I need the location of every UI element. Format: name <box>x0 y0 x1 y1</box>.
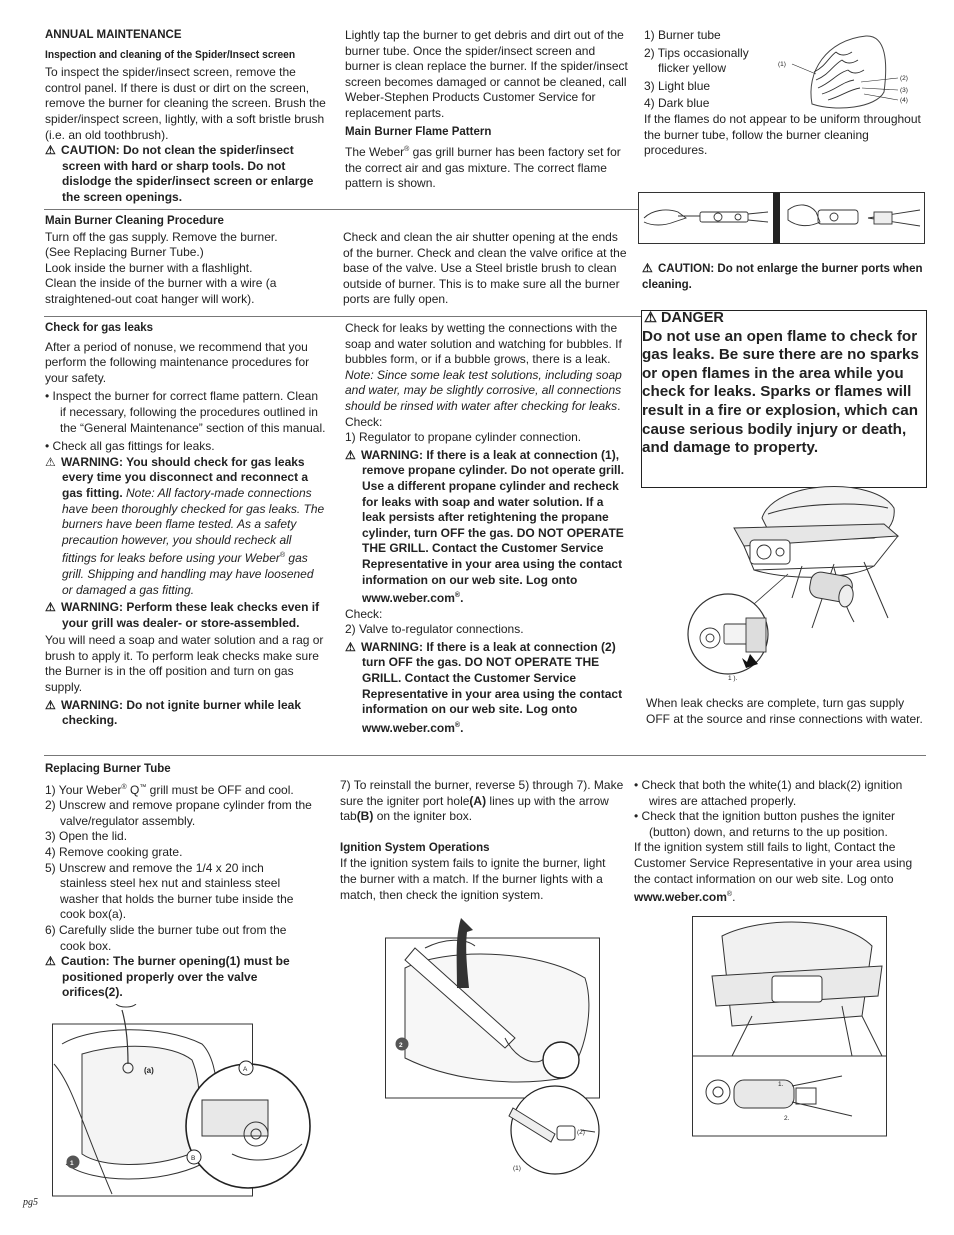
cleaning-line: Clean the inside of the burner with a wire (a straightened-out coat hanger will work). <box>45 276 277 306</box>
cleaning-heading: Main Burner Cleaning Procedure <box>45 215 224 227</box>
warning-triangle-icon: ⚠ <box>45 143 56 158</box>
paragraph: Check and clean the air shutter opening at the ends of the burner. Check and clean the valve orifice at the base of the valve. Use a Steel bristle brush to clean outside of burner. This is to make sure all the burner ports are fully open. <box>343 230 627 307</box>
paragraph: Lightly tap the burner to get debris and dirt out of the burner tube. Once the spider/insect screen and burner is clean replace the burner. If the spider/insect screen becomes damaged or cannot be cleaned, call Weber-Stephen Products Customer Service for replacement parts. <box>345 28 628 120</box>
caption: When leak checks are complete, turn gas supply OFF at the source and rinse connections with water. <box>646 696 923 726</box>
caution-note: ⚠ CAUTION: Do not enlarge the burner ports when cleaning. <box>642 261 923 291</box>
fig-label: (3) <box>900 87 908 94</box>
legend-item: 1) Burner tube <box>644 28 721 42</box>
warning-note: ⚠ WARNING: Do not ignite burner while leak checking. <box>45 697 302 728</box>
burner-removal-figure-2 <box>385 908 605 1178</box>
legend-item: 4) Dark blue <box>644 96 710 111</box>
danger-body: Do not use an open flame to check for gas leaks. Be sure there are no sparks or open flames in the area while you check for leaks. Sparks or flames will result in a fire or explosion, which can cause serious bodily injury or death, and damage to property. <box>642 327 919 457</box>
warning-triangle-icon: ⚠ <box>345 639 356 654</box>
replacing-burner-section <box>45 762 313 1001</box>
bullet-item: • Check that both the white(1) and black(2) ignition wires are attached properly. <box>634 778 903 808</box>
divider <box>44 755 926 756</box>
warning-note: ⚠ WARNING: If there is a leak at connection (1), remove propane cylinder. Do not operate grill. Use a different propane cylinder and recheck for leaks with soap and water solution. If a leak persists after retightening the propane cylinder, turn OFF the gas. DO NOT OPERATE THE GRILL. Contact the Customer Service Representative in your area using the contact information on our web site. Log onto www.weber.com®. <box>345 447 625 606</box>
cleaning-line: Turn off the gas supply. Remove the burner. <box>45 229 278 244</box>
reinstall-column <box>340 778 625 903</box>
warning-triangle-icon: ⚠ <box>644 310 657 326</box>
fig-label: 1. <box>778 1081 784 1088</box>
warning-triangle-icon: ⚠ <box>642 261 653 275</box>
legend-item: 2) Tips occasionally <box>644 45 749 60</box>
warning-note: ⚠ WARNING: Perform these leak checks even if your grill was dealer- or store-assembled. <box>45 600 320 630</box>
warning-triangle-icon: ⚠ <box>45 600 56 615</box>
burner-ports-caution <box>642 261 927 293</box>
ignition-check-column <box>634 778 922 906</box>
check-label: Check: <box>345 606 383 621</box>
fig-label: (1) <box>778 61 786 68</box>
caution-note: ⚠ CAUTION: Do not clean the spider/insect screen with hard or sharp tools. Do not dislodge the spider/insect screen or enlarge the screen openings. <box>45 143 314 204</box>
step-item: 2) Unscrew and remove propane cylinder from the valve/regulator assembly. <box>45 798 312 828</box>
fig-label: (a) <box>144 1066 154 1075</box>
burner-cleaning-procedure <box>45 214 325 308</box>
warning-triangle-icon: ⚠ <box>45 697 56 712</box>
ignition-wires-figure <box>692 916 888 1138</box>
step-item: 7) To reinstall the burner, reverse 5) through 7). Make sure the igniter port hole(A) lines up with the arrow tab(B) on the igniter box. <box>340 778 624 824</box>
fig-label: 1 <box>70 1160 74 1167</box>
fig-label: B <box>191 1155 196 1162</box>
leak-check-column <box>345 321 629 736</box>
gas-leaks-section <box>45 321 327 729</box>
air-shutter-paragraph <box>343 230 628 308</box>
paragraph: After a period of nonuse, we recommend that you perform the following maintenance procedures for your safety. <box>45 339 310 385</box>
paragraph: To inspect the spider/insect screen, remove the control panel. If there is dust or dirt on the screen, remove the burner for cleaning the screen. Brush the spider/inspect screen, lightly, with a soft bristle brush (i.e. an old toothbrush). <box>45 65 326 142</box>
grill-leak-check-illustration <box>684 478 910 688</box>
burner-removal-figure-1 <box>52 1004 312 1200</box>
divider <box>44 209 638 210</box>
danger-title: ⚠ DANGER <box>644 310 724 326</box>
subheading: Inspection and cleaning of the Spider/Insect screen <box>45 48 296 61</box>
step-item: 5) Unscrew and remove the 1/4 x 20 inch stainless steel hex nut and stainless steel washer that holds the burner tube inside the cook box(a). <box>45 860 294 922</box>
bullet-item: • Inspect the burner for correct flame pattern. Clean if necessary, following the procedures outlined in the “General Maintenance” section of this manual. <box>45 389 326 435</box>
warning-note: ⚠ WARNING: If there is a leak at connection (2) turn OFF the gas. DO NOT OPERATE THE GRILL. Contact the Customer Service Representative in your area using the contact information on our web site. Log onto www.weber.com®. <box>345 639 623 735</box>
divider <box>44 316 642 317</box>
fig-label: (4) <box>900 97 908 104</box>
cleaning-line: Look inside the burner with a flashlight. <box>45 260 253 275</box>
flame-pattern-paragraph: The Weber® gas grill burner has been factory set for the correct air and gas mixture. The correct flame pattern is shown. <box>345 145 621 191</box>
fig-label: (2) <box>577 1129 585 1136</box>
leak-check-caption <box>646 696 926 727</box>
cleaning-line: (See Replacing Burner Tube.) <box>45 245 204 260</box>
step-item: 1) Your Weber® Q™ grill must be OFF and cool. <box>45 782 294 797</box>
fig-label: 2 <box>399 1042 403 1049</box>
step-item: 4) Remove cooking grate. <box>45 844 183 859</box>
burner-cleaning-illustration <box>638 192 925 244</box>
fig-label: A <box>243 1066 248 1073</box>
warning-triangle-icon: ⚠ <box>45 454 56 469</box>
paragraph: If the ignition system still fails to light, Contact the Customer Service Representative in your area using the contact information on our web site. Log onto www.weber.com®. <box>634 840 913 905</box>
check-item: 1) Regulator to propane cylinder connection. <box>345 430 582 445</box>
caution-note: ⚠ Caution: The burner opening(1) must be positioned properly over the valve orifices(2). <box>45 954 290 1000</box>
legend-note: If the flames do not appear to be uniform throughout the burner tube, follow the burner cleaning procedures. <box>644 111 921 158</box>
legend-item: flicker yellow <box>658 61 727 76</box>
paragraph: If the ignition system fails to ignite the burner, light the burner with a match. If the burner lights with a match, then check the ignition system. <box>340 856 606 902</box>
warning-note: ⚠ WARNING: You should check for gas leaks every time you disconnect and reconnect a gas fitting. Note: All factory-made connections have been thoroughly checked for gas leaks. The burners have been flame tested. As a safety precaution however, you should recheck all fittings for leaks before using your Weber® gas grill. Shipping and handling may have loosened or damaged a gas fitting. <box>45 454 325 597</box>
fig-label: 2. <box>784 1115 790 1122</box>
fig-label: 1 ). <box>728 675 738 682</box>
burner-tap-column <box>345 28 630 192</box>
replacing-heading: Replacing Burner Tube <box>45 763 171 775</box>
paragraph: You will need a soap and water solution and a rag or brush to apply it. To perform leak checks make sure the Burner is in the off position and turn on gas supply. <box>45 633 324 695</box>
bullet-item: • Check all gas fittings for leaks. <box>45 439 215 454</box>
annual-maintenance-section <box>45 28 330 206</box>
danger-box <box>641 310 927 488</box>
leaks-heading: Check for gas leaks <box>45 322 154 334</box>
fig-label: (1) <box>513 1165 521 1172</box>
flame-pattern-heading: Main Burner Flame Pattern <box>345 125 492 138</box>
ignition-heading: Ignition System Operations <box>340 841 490 854</box>
warning-triangle-icon: ⚠ <box>345 447 356 462</box>
step-item: 3) Open the lid. <box>45 829 128 844</box>
check-label: Check: <box>345 414 383 429</box>
flame-pattern-diagram <box>776 32 916 112</box>
warning-triangle-icon: ⚠ <box>45 954 56 969</box>
paragraph: Check for leaks by wetting the connections with the soap and water solution and watching for bubbles. If bubbles form, or if a bubble grows, there is a leak. Note: Since some leak test solutions, including soap and water, may be slightly corrosive, all connections should be rinsed with water after checking for leaks. <box>345 321 622 413</box>
fig-label: (2) <box>900 75 908 82</box>
legend-item: 3) Light blue <box>644 78 711 93</box>
step-item: 6) Carefully slide the burner tube out from the cook box. <box>45 922 287 953</box>
check-item: 2) Valve to-regulator connections. <box>345 622 524 637</box>
bullet-item: • Check that the ignition button pushes the igniter (button) down, and returns to the up position. <box>634 809 896 839</box>
page-number: pg5 <box>23 1197 38 1208</box>
section-heading: ANNUAL MAINTENANCE <box>45 29 182 41</box>
